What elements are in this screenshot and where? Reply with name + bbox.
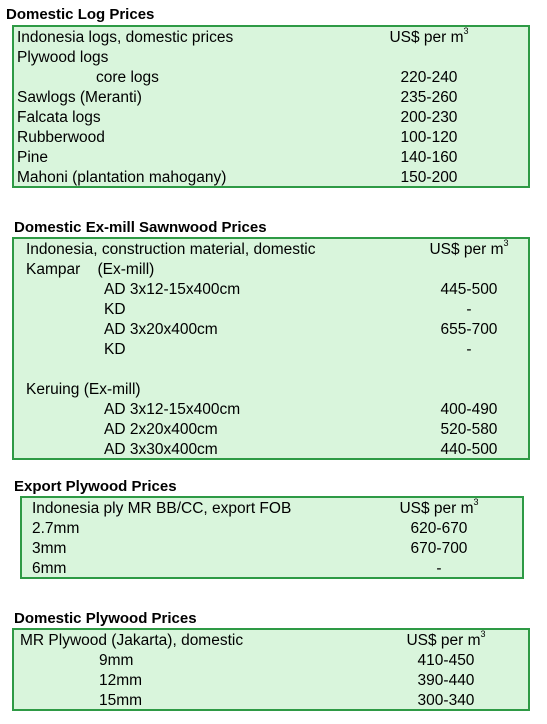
table-row — [22, 519, 522, 539]
row-value: 100-120 — [400, 129, 458, 146]
row-label: AD 3x30x400cm — [104, 441, 218, 458]
table-row — [14, 260, 528, 280]
row-label: 6mm — [32, 560, 67, 577]
table-row — [22, 539, 522, 559]
row-label: Mahoni (plantation mahogany) — [17, 169, 227, 186]
row-value: 140-160 — [400, 149, 458, 166]
row-value: 520-580 — [440, 421, 498, 438]
table-row — [14, 48, 528, 68]
domestic-log-prices-table — [12, 25, 530, 188]
table-row — [14, 420, 528, 440]
row-label: Rubberwood — [17, 129, 105, 146]
table-row — [14, 108, 528, 128]
row-value: 150-200 — [400, 169, 458, 186]
table-row — [14, 88, 528, 108]
row-label: MR Plywood (Jakarta), domestic — [20, 632, 244, 649]
table-row — [14, 400, 528, 420]
row-value: 235-260 — [400, 89, 458, 106]
row-value: 200-230 — [400, 109, 458, 126]
section-title-export-plywood-prices: Export Plywood Prices — [14, 478, 177, 495]
row-label: 3mm — [32, 540, 67, 557]
row-value: 620-670 — [410, 520, 468, 537]
table-row — [14, 280, 528, 300]
row-label: 12mm — [99, 672, 143, 689]
unit-header: US$ per $m^3$ — [406, 628, 486, 649]
row-label: AD 2x20x400cm — [104, 421, 218, 438]
domestic-plywood-prices-table — [12, 628, 530, 711]
row-value: 400-490 — [440, 401, 498, 418]
section-title-domestic-plywood-prices: Domestic Plywood Prices — [14, 610, 197, 627]
row-label: Sawlogs (Meranti) — [17, 89, 142, 106]
row-label: Falcata logs — [17, 109, 101, 126]
unit-header: US$ per $m^3$ — [399, 496, 479, 517]
row-value: 220-240 — [400, 69, 458, 86]
table-row — [14, 671, 528, 691]
row-value: 390-440 — [417, 672, 475, 689]
section-title-domestic-ex-mill-sawnwood-prices: Domestic Ex-mill Sawnwood Prices — [14, 219, 267, 236]
row-value: 440-500 — [440, 441, 498, 458]
row-label: Indonesia logs, domestic prices — [17, 29, 234, 46]
section-title-domestic-log-prices: Domestic Log Prices — [6, 6, 155, 23]
row-label: AD 3x20x400cm — [104, 321, 218, 338]
row-label: 2.7mm — [32, 520, 80, 537]
table-row — [14, 300, 528, 320]
table-row — [14, 148, 528, 168]
row-label: 9mm — [99, 652, 134, 669]
table-header-row — [14, 237, 528, 260]
row-label: core logs — [96, 69, 159, 86]
unit-header: US$ per $m^3$ — [429, 237, 509, 258]
domestic-sawnwood-prices-table — [12, 237, 530, 460]
table-row — [14, 651, 528, 671]
row-value: 445-500 — [440, 281, 498, 298]
row-label: Pine — [17, 149, 49, 166]
table-row — [14, 68, 528, 88]
row-value: 670-700 — [410, 540, 468, 557]
row-value: - — [466, 301, 472, 318]
unit-header: US$ per $m^3$ — [389, 25, 469, 46]
export-plywood-prices-table — [20, 496, 524, 579]
row-label: AD 3x12-15x400cm — [104, 401, 241, 418]
row-label: Indonesia, construction material, domestic — [26, 241, 316, 258]
table-row — [14, 691, 528, 711]
row-value: 410-450 — [417, 652, 475, 669]
table-row — [14, 128, 528, 148]
row-label: Kampar (Ex-mill) — [26, 261, 155, 278]
row-value: 655-700 — [440, 321, 498, 338]
row-label: Keruing (Ex-mill) — [26, 381, 141, 398]
row-label: 15mm — [99, 692, 143, 709]
row-label: KD — [104, 341, 126, 358]
row-value: - — [466, 341, 472, 358]
row-value: - — [436, 560, 442, 577]
row-label: AD 3x12-15x400cm — [104, 281, 241, 298]
table-row — [14, 168, 528, 188]
row-label: KD — [104, 301, 126, 318]
table-row — [22, 559, 522, 579]
table-row — [14, 320, 528, 340]
table-header-row — [14, 25, 528, 48]
table-header-row — [14, 628, 528, 651]
table-header-row — [22, 496, 522, 519]
table-row — [14, 340, 528, 360]
table-row — [14, 440, 528, 460]
row-label: Indonesia ply MR BB/CC, export FOB — [32, 500, 292, 517]
table-row — [14, 380, 528, 400]
row-label: Plywood logs — [17, 49, 109, 66]
table-row-spacer — [14, 360, 528, 380]
row-value: 300-340 — [417, 692, 475, 709]
